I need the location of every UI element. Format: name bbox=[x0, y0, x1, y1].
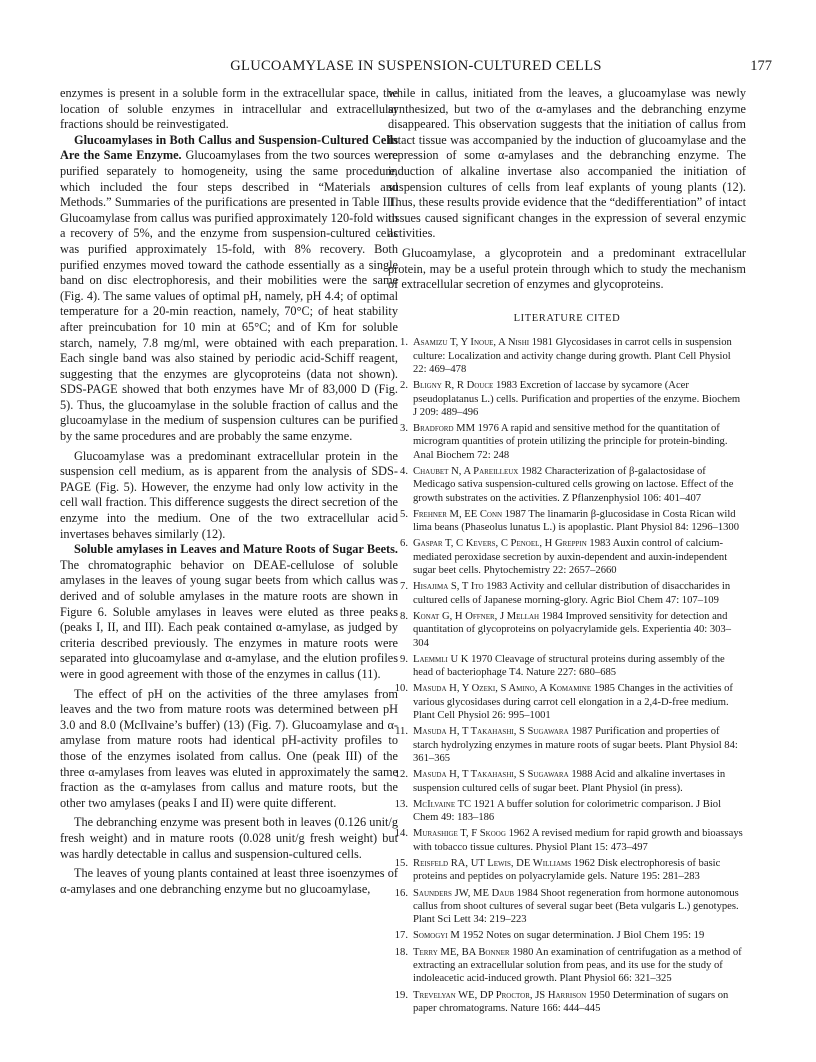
reference-citation: 1962 Disk electrophoresis of basic proteins and peptides on polyacrylamide gels. Nature 195: 281–283 bbox=[413, 858, 721, 883]
reference-text bbox=[413, 682, 746, 722]
reference-authors: Masuda H, T Takahashi, S Sugawara bbox=[413, 769, 569, 781]
reference-citation: 1980 An examination of centrifugation as a method of extracting an extracellular solution from peas, and its use for the study of indoleacetic acid-induced growth. Plant Physiol 66: 321–325 bbox=[413, 946, 742, 985]
reference-text bbox=[413, 929, 746, 942]
reference-citation: 1987 Purification and properties of starch hydrolyzing enzymes in mature roots of sugar beets. Plant Physiol 84: 361–365 bbox=[413, 726, 738, 764]
paragraph: while in callus, initiated from the leaves, a glucoamylase was newly synthesized, but two of the α-amylases and the debranching enzyme disappeared. This observation suggests that the initiation of callus from intact tissue was accompanied by the induction of glucoamylase and the repression of some α-amylases and the debranching enzyme. The induction of alkaline invertase also accompanied the initiation of suspension cultures of cells from leaf explants of young plants (12). Thus, these results provide evidence that the “dedifferentiation” of intact tissues caused significant changes in the expression of several enzymic activities. bbox=[388, 86, 746, 241]
reference-number: 13. bbox=[394, 798, 408, 810]
reference-authors: Terry ME, BA Bonner bbox=[413, 946, 510, 958]
reference-text bbox=[413, 379, 746, 419]
reference-citation: 1988 Acid and alkaline invertases in suspension cultured cells of sugar beet. Plant Physiol (in press). bbox=[413, 769, 726, 794]
reference-item bbox=[388, 989, 746, 1016]
reference-number: 8. bbox=[400, 610, 408, 622]
reference-number: 10. bbox=[394, 683, 408, 695]
paragraph: The debranching enzyme was present both in leaves (0.126 unit/g fresh weight) and in mature roots (0.028 unit/g fresh weight) but was hardly detectable in callus and suspension-cultured cells. bbox=[60, 815, 398, 861]
reference-citation: 1952 Notes on sugar determination. J Biol Chem 195: 19 bbox=[462, 930, 705, 942]
reference-number: 2. bbox=[400, 380, 408, 392]
reference-text bbox=[413, 725, 746, 765]
reference-number: 1. bbox=[400, 337, 408, 349]
reference-item bbox=[388, 768, 746, 795]
reference-item bbox=[388, 610, 746, 650]
reference-text bbox=[413, 465, 746, 505]
reference-citation: 1921 A buffer solution for colorimetric comparison. J Biol Chem 49: 183–186 bbox=[413, 798, 722, 824]
reference-item bbox=[388, 336, 746, 376]
reference-text bbox=[413, 768, 746, 795]
reference-authors: Bligny R, R Douce bbox=[413, 380, 494, 392]
paragraph: The leaves of young plants contained at least three isoenzymes of α-amylases and one debranching enzyme but no glucoamylase, bbox=[60, 866, 398, 896]
reference-citation: 1970 Cleavage of structural proteins during assembly of the head of bacteriophage T4. Nature 227: 680–685 bbox=[413, 653, 725, 679]
reference-text bbox=[413, 798, 746, 825]
paragraph: Glucoamylase, a glycoprotein and a predominant extracellular protein, may be a useful protein through which to study the mechanism of extracellular secretion of enzymes and glycoproteins. bbox=[388, 245, 746, 292]
reference-number: 7. bbox=[400, 581, 408, 593]
running-title: GLUCOAMYLASE IN SUSPENSION-CULTURED CELLS bbox=[230, 58, 602, 74]
reference-citation: 1984 Shoot regeneration from hormone autonomous callus from shoot cultures of several sugar beet (Beta vulgaris L.) genotypes. Plant Sci Lett 34: 219–223 bbox=[413, 887, 739, 926]
reference-item bbox=[388, 725, 746, 765]
reference-item bbox=[388, 580, 746, 607]
reference-item bbox=[388, 508, 746, 535]
reference-text bbox=[413, 887, 746, 927]
paragraph: enzymes is present in a soluble form in the extracellular space, the location of soluble enzymes in intracellular and extracellular fractions should be reinvestigated. bbox=[60, 86, 398, 132]
literature-cited-heading: LITERATURE CITED bbox=[513, 312, 621, 324]
reference-authors: Trevelyan WE, DP Proctor, JS Harrison bbox=[413, 989, 587, 1001]
reference-item bbox=[388, 827, 746, 854]
reference-number: 5. bbox=[400, 508, 408, 520]
page-header bbox=[60, 58, 772, 78]
reference-text bbox=[413, 827, 746, 854]
reference-number: 16. bbox=[394, 887, 408, 899]
reference-text bbox=[413, 946, 746, 986]
paragraph-body: Glucoamylases from the two sources were purified separately to homogeneity, using the same procedure, which included the four steps described in “Materials and Methods.” Summaries of the purifications are presented in Table III. Glucoamylase from callus was purified approximately 120-fold with a recovery of 5%, and the enzyme from suspension-cultured cells was purified approximately 15-fold, with 8% recovery. Both purified enzymes moved toward the cathode essentially as a single band on disc electrophoresis, and their mobilities were the same (Fig. 4). The same values of optimal pH, namely, pH 4.4; of optimal temperature for a 20-min reaction, namely, 70°C; of heat stability after preincubation for 10 min at 65°C; and of Km for soluble starch, namely, 7.8 mg/ml, were obtained with each preparation. Each single band was also stained by periodic acid-Schiff reagent, suggesting that the enzymes are glycoproteins (data not shown). SDS-PAGE showed that both enzymes have Mr of 83,000 D (Fig. 5). Thus, the glucoamylase in the soluble fraction of callus and the glucoamylase in the medium of suspension cultures can be purified by the same procedures and are probably the same enzyme. bbox=[60, 148, 398, 444]
reference-number: 11. bbox=[395, 726, 408, 738]
left-column bbox=[60, 86, 398, 897]
reference-number: 4. bbox=[400, 465, 408, 477]
section-heading: Glucoamylases in Both Callus and Suspension-Cultured Cells Are the Same Enzyme. bbox=[60, 132, 398, 163]
reference-authors: Chaubet N, A Pareilleux bbox=[413, 465, 519, 477]
reference-authors: Reisfeld RA, UT Lewis, DE Williams bbox=[413, 858, 572, 869]
paragraph bbox=[60, 542, 398, 682]
reference-text bbox=[413, 508, 746, 535]
reference-number: 17. bbox=[394, 930, 408, 942]
reference-citation: 1984 Improved sensitivity for detection and quantitation of glycoproteins on polyacrylamide gels. Experientia 40: 303–304 bbox=[413, 610, 732, 649]
reference-text bbox=[413, 857, 746, 884]
reference-citation: 1985 Changes in the activities of various glycosidases during carrot cell elongation in a 2,4-D-free medium. Plant Cell Physiol 26: 995–1001 bbox=[413, 683, 733, 722]
reference-number: 9. bbox=[400, 653, 408, 665]
reference-item bbox=[388, 929, 746, 942]
reference-citation: 1981 Glycosidases in carrot cells in suspension culture: Localization and activity change during growth. Plant Cell Physiol 22: 469–478 bbox=[413, 337, 732, 375]
reference-list bbox=[388, 336, 746, 1015]
reference-authors: McIlvaine TC bbox=[413, 798, 472, 810]
reference-number: 18. bbox=[394, 946, 408, 958]
reference-text bbox=[413, 336, 746, 376]
reference-number: 3. bbox=[400, 423, 408, 435]
reference-number: 12. bbox=[394, 769, 408, 781]
reference-citation: 1983 Excretion of laccase by sycamore (Acer pseudoplatanus L.) cells. Purification and properties of the enzyme. Biochem J 209: 489–496 bbox=[413, 380, 741, 418]
reference-item bbox=[388, 946, 746, 986]
reference-number: 19. bbox=[394, 989, 408, 1001]
section-heading: Soluble amylases in Leaves and Mature Roots of Sugar Beets. bbox=[74, 542, 398, 557]
reference-item bbox=[388, 682, 746, 722]
reference-number: 6. bbox=[400, 538, 408, 550]
paragraph-body: The chromatographic behavior on DEAE-cellulose of soluble amylases in the leaves of young sugar beets from which callus was derived and of soluble amylases in the mature roots are shown in Figure 6. Soluble amylases in leaves were eluted as three peaks (peaks I, II, and III). Each peak contained α-amylase, as judged by criteria described previously. The enzymes in mature roots were separated into glucoamylase and α-amylase, and the elution profiles were in good agreement with those of the enzymes in callus (11). bbox=[60, 557, 398, 681]
reference-item bbox=[388, 537, 746, 577]
reference-text bbox=[413, 989, 746, 1016]
paragraph bbox=[60, 133, 398, 445]
reference-authors: Konat G, H Offner, J Mellah bbox=[413, 610, 540, 622]
reference-authors: Somogyi M bbox=[413, 930, 460, 942]
reference-authors: Bradford MM bbox=[413, 423, 476, 435]
reference-item bbox=[388, 857, 746, 884]
reference-citation: 1962 A revised medium for rapid growth and bioassays with tobacco tissue cultures. Physiol Plant 15: 473–497 bbox=[413, 828, 743, 853]
paragraph: Glucoamylase was a predominant extracellular protein in the suspension cell medium, as is apparent from the analysis of SDS-PAGE (Fig. 5). However, the enzyme had only low activity in the cell wall fraction. This difference suggests the direct secretion of the enzyme into the medium. One of the two extracellular acid invertases behaves similarly (12). bbox=[60, 448, 398, 541]
reference-item bbox=[388, 422, 746, 462]
reference-authors: Gaspar T, C Kevers, C Penoel, H Greppin bbox=[413, 538, 587, 550]
reference-citation: 1976 A rapid and sensitive method for the quantitation of microgram quantities of protein utilizing the principle for protein-binding. Anal Biochem 72: 248 bbox=[413, 423, 728, 461]
reference-text bbox=[413, 653, 746, 680]
reference-item bbox=[388, 653, 746, 680]
reference-authors: Hisajima S, T Ito bbox=[413, 581, 484, 593]
reference-authors: Asamizu T, Y Inoue, A Nishi bbox=[413, 337, 530, 349]
reference-item bbox=[388, 465, 746, 505]
reference-text bbox=[413, 422, 746, 462]
paragraph: The effect of pH on the activities of the three amylases from leaves and the two from mature roots was determined between pH 3.0 and 8.0 (McIlvaine’s buffer) (13) (Fig. 7). Glucoamylase and α-amylase from mature roots had identical pH-activity profiles to those of the enzymes isolated from callus. One (peak III) of the three α-amylases from leaves was eluted in approximately the same fraction as the α-amylases from callus and mature roots, but the other two amylases (peaks I and II) were quite different. bbox=[60, 686, 398, 810]
reference-authors: Masuda H, Y Ozeki, S Amino, A Komamine bbox=[413, 683, 592, 695]
reference-text bbox=[413, 610, 746, 650]
reference-item bbox=[388, 887, 746, 927]
reference-item bbox=[388, 379, 746, 419]
reference-citation: 1983 Auxin control of calcium-mediated peroxidase secretion by auxin-dependent and auxin-independent sugar beet cells. Phytochemistry 22: 2657–2660 bbox=[413, 538, 728, 577]
reference-citation: 1950 Determination of sugars on paper chromatograms. Nature 166: 444–445 bbox=[413, 989, 729, 1014]
reference-citation: 1983 Activity and cellular distribution of disaccharides in cultured cells of Japanese morning-glory. Agric Biol Chem 47: 107–109 bbox=[413, 581, 731, 606]
reference-item bbox=[388, 798, 746, 825]
reference-number: 14. bbox=[394, 828, 408, 840]
reference-citation: 1982 Characterization of β-galactosidase of Medicago sativa suspension-cultured cells growing on lactose. Effect of the growth substrates on the activities. Z Pflanzenphysiol 106: 401–407 bbox=[413, 465, 734, 504]
reference-authors: Murashige T, F Skoog bbox=[413, 828, 506, 840]
reference-authors: Saunders JW, ME Daub bbox=[413, 887, 515, 899]
reference-authors: Frehner M, EE Conn bbox=[413, 508, 503, 520]
reference-number: 15. bbox=[394, 858, 408, 869]
reference-text bbox=[413, 537, 746, 577]
reference-authors: Laemmli U K bbox=[413, 653, 469, 665]
page-number: 177 bbox=[750, 58, 772, 74]
right-column bbox=[388, 86, 746, 1018]
reference-authors: Masuda H, T Takahashi, S Sugawara bbox=[413, 726, 569, 738]
reference-citation: 1987 The linamarin β-glucosidase in Costa Rican wild lima beans (Phaseolus lunatus L.) is apoplastic. Plant Physiol 84: 1296–1300 bbox=[413, 508, 740, 534]
reference-text bbox=[413, 580, 746, 607]
